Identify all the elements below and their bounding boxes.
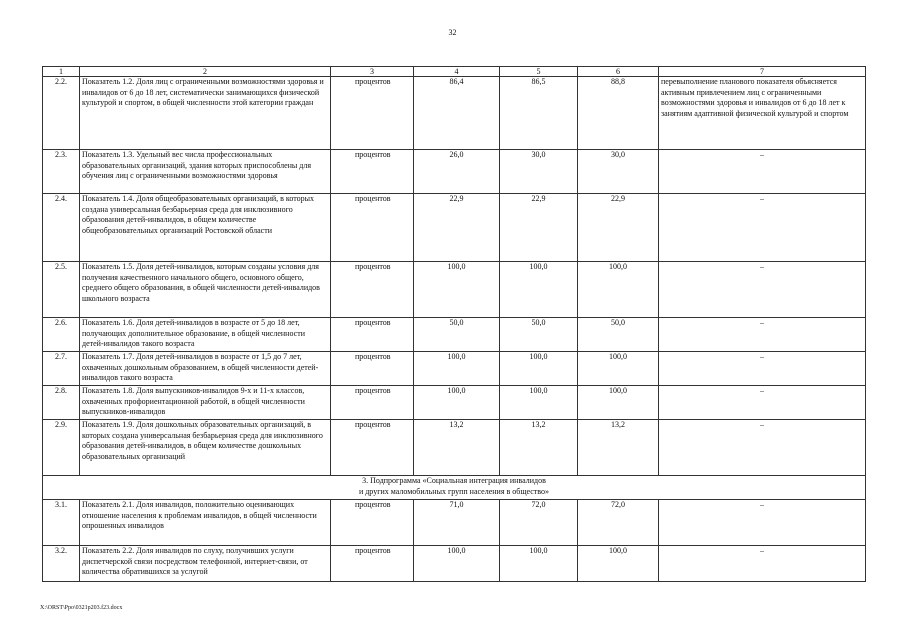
table-row [43, 420, 866, 476]
table-row [43, 500, 866, 546]
table-row [43, 194, 866, 262]
table-row [43, 386, 866, 420]
value-cell: 71,0 [414, 500, 500, 546]
value-cell: 13,2 [578, 420, 659, 476]
unit-cell: процентов [331, 352, 414, 386]
row-number: 2.2. [43, 77, 80, 150]
note-cell: – [659, 262, 866, 318]
note-cell: – [659, 546, 866, 582]
table-row [43, 546, 866, 582]
unit-cell: процентов [331, 386, 414, 420]
unit-cell: процентов [331, 546, 414, 582]
indicator-text: Показатель 1.7. Доля детей-инвалидов в возрасте от 1,5 до 7 лет, охваченных дошкольным образованием, в общей численности детей-инвалидов такого возраста [80, 352, 331, 386]
column-header: 3 [331, 67, 414, 77]
indicator-text: Показатель 1.2. Доля лиц с ограниченными возможностями здоровья и инвалидов от 6 до 18 лет, систематически занимающихся физической культурой и спортом, в общей численности этой категории граждан [80, 77, 331, 150]
unit-cell: процентов [331, 150, 414, 194]
value-cell: 100,0 [500, 546, 578, 582]
value-cell: 100,0 [578, 352, 659, 386]
table-row [43, 318, 866, 352]
unit-cell: процентов [331, 420, 414, 476]
value-cell: 100,0 [578, 386, 659, 420]
unit-cell: процентов [331, 194, 414, 262]
page-number: 32 [448, 28, 457, 37]
value-cell: 13,2 [500, 420, 578, 476]
indicators-table [42, 66, 866, 582]
note-cell: – [659, 420, 866, 476]
note-cell: – [659, 500, 866, 546]
row-number: 3.1. [43, 500, 80, 546]
indicator-text: Показатель 1.4. Доля общеобразовательных организаций, в которых создана универсальная безбарьерная среда для инклюзивного образования детей-инвалидов, в общем количестве общеобразовательных организаций Ростовской области [80, 194, 331, 262]
subprogram-title-line-1: 3. Подпрограмма «Социальная интеграция инвалидов [362, 476, 546, 485]
value-cell: 100,0 [414, 546, 500, 582]
note-cell: – [659, 318, 866, 352]
indicator-text: Показатель 1.5. Доля детей-инвалидов, которым созданы условия для получения качественного начального общего, основного общего, среднего общего образования, в общей численности детей-инвалидов школьного возраста [80, 262, 331, 318]
file-path-footer: X:\ORST\Ppo\0321p203.f23.docx [40, 605, 123, 611]
value-cell: 30,0 [500, 150, 578, 194]
row-number: 2.8. [43, 386, 80, 420]
indicator-text: Показатель 1.3. Удельный вес числа профессиональных образовательных организаций, здания которых приспособлены для обучения лиц с ограниченными возможностями здоровья [80, 150, 331, 194]
row-number: 2.9. [43, 420, 80, 476]
table-row [43, 150, 866, 194]
value-cell: 50,0 [578, 318, 659, 352]
indicator-text: Показатель 1.8. Доля выпускников-инвалидов 9-х и 11-х классов, охваченных профориентационной работой, в общей численности выпускников-инвалидов [80, 386, 331, 420]
subprogram-section-row [43, 476, 866, 500]
column-header: 1 [43, 67, 80, 77]
table-row [43, 352, 866, 386]
value-cell: 30,0 [578, 150, 659, 194]
column-header: 2 [80, 67, 331, 77]
table-row [43, 262, 866, 318]
row-number: 2.7. [43, 352, 80, 386]
unit-cell: процентов [331, 500, 414, 546]
unit-cell: процентов [331, 318, 414, 352]
note-cell: – [659, 352, 866, 386]
value-cell: 86,5 [500, 77, 578, 150]
value-cell: 50,0 [500, 318, 578, 352]
row-number: 2.6. [43, 318, 80, 352]
value-cell: 100,0 [414, 262, 500, 318]
indicator-text: Показатель 2.1. Доля инвалидов, положительно оценивающих отношение населения к проблемам инвалидов, в общей численности опрошенных инвалидов [80, 500, 331, 546]
unit-cell: процентов [331, 77, 414, 150]
row-number: 2.3. [43, 150, 80, 194]
value-cell: 72,0 [500, 500, 578, 546]
column-header: 5 [500, 67, 578, 77]
value-cell: 22,9 [414, 194, 500, 262]
value-cell: 88,8 [578, 77, 659, 150]
note-cell: перевыполнение планового показателя объясняется активным привлечением лиц с ограниченными возможностями здоровья и инвалидов от 6 до 18 лет к занятиям адаптивной физической культурой и спортом [659, 77, 866, 150]
value-cell: 50,0 [414, 318, 500, 352]
subprogram-title-line-2: и других маломобильных групп населения в общество» [358, 486, 550, 496]
value-cell: 86,4 [414, 77, 500, 150]
note-cell: – [659, 194, 866, 262]
indicator-text: Показатель 1.6. Доля детей-инвалидов в возрасте от 5 до 18 лет, получающих дополнительное образование, в общей численности детей-инвалидов такого возраста [80, 318, 331, 352]
value-cell: 100,0 [578, 546, 659, 582]
column-header: 4 [414, 67, 500, 77]
value-cell: 100,0 [500, 262, 578, 318]
unit-cell: процентов [331, 262, 414, 318]
subprogram-heading [43, 476, 866, 500]
column-header: 6 [578, 67, 659, 77]
value-cell: 100,0 [578, 262, 659, 318]
note-cell: – [659, 150, 866, 194]
value-cell: 22,9 [500, 194, 578, 262]
value-cell: 100,0 [414, 386, 500, 420]
row-number: 3.2. [43, 546, 80, 582]
value-cell: 26,0 [414, 150, 500, 194]
value-cell: 100,0 [500, 352, 578, 386]
indicator-text: Показатель 1.9. Доля дошкольных образовательных организаций, в которых создана универсальная безбарьерная среда для инклюзивного образования детей-инвалидов, в общем количестве дошкольных образовательных организаций [80, 420, 331, 476]
table-row [43, 77, 866, 150]
note-cell: – [659, 386, 866, 420]
value-cell: 72,0 [578, 500, 659, 546]
indicator-text: Показатель 2.2. Доля инвалидов по слуху, получивших услуги диспетчерской связи посредством телефонной, интернет-связи, от количества обратившихся за услугой [80, 546, 331, 582]
value-cell: 22,9 [578, 194, 659, 262]
value-cell: 13,2 [414, 420, 500, 476]
column-header: 7 [659, 67, 866, 77]
column-number-row [43, 67, 866, 77]
value-cell: 100,0 [414, 352, 500, 386]
value-cell: 100,0 [500, 386, 578, 420]
row-number: 2.5. [43, 262, 80, 318]
row-number: 2.4. [43, 194, 80, 262]
